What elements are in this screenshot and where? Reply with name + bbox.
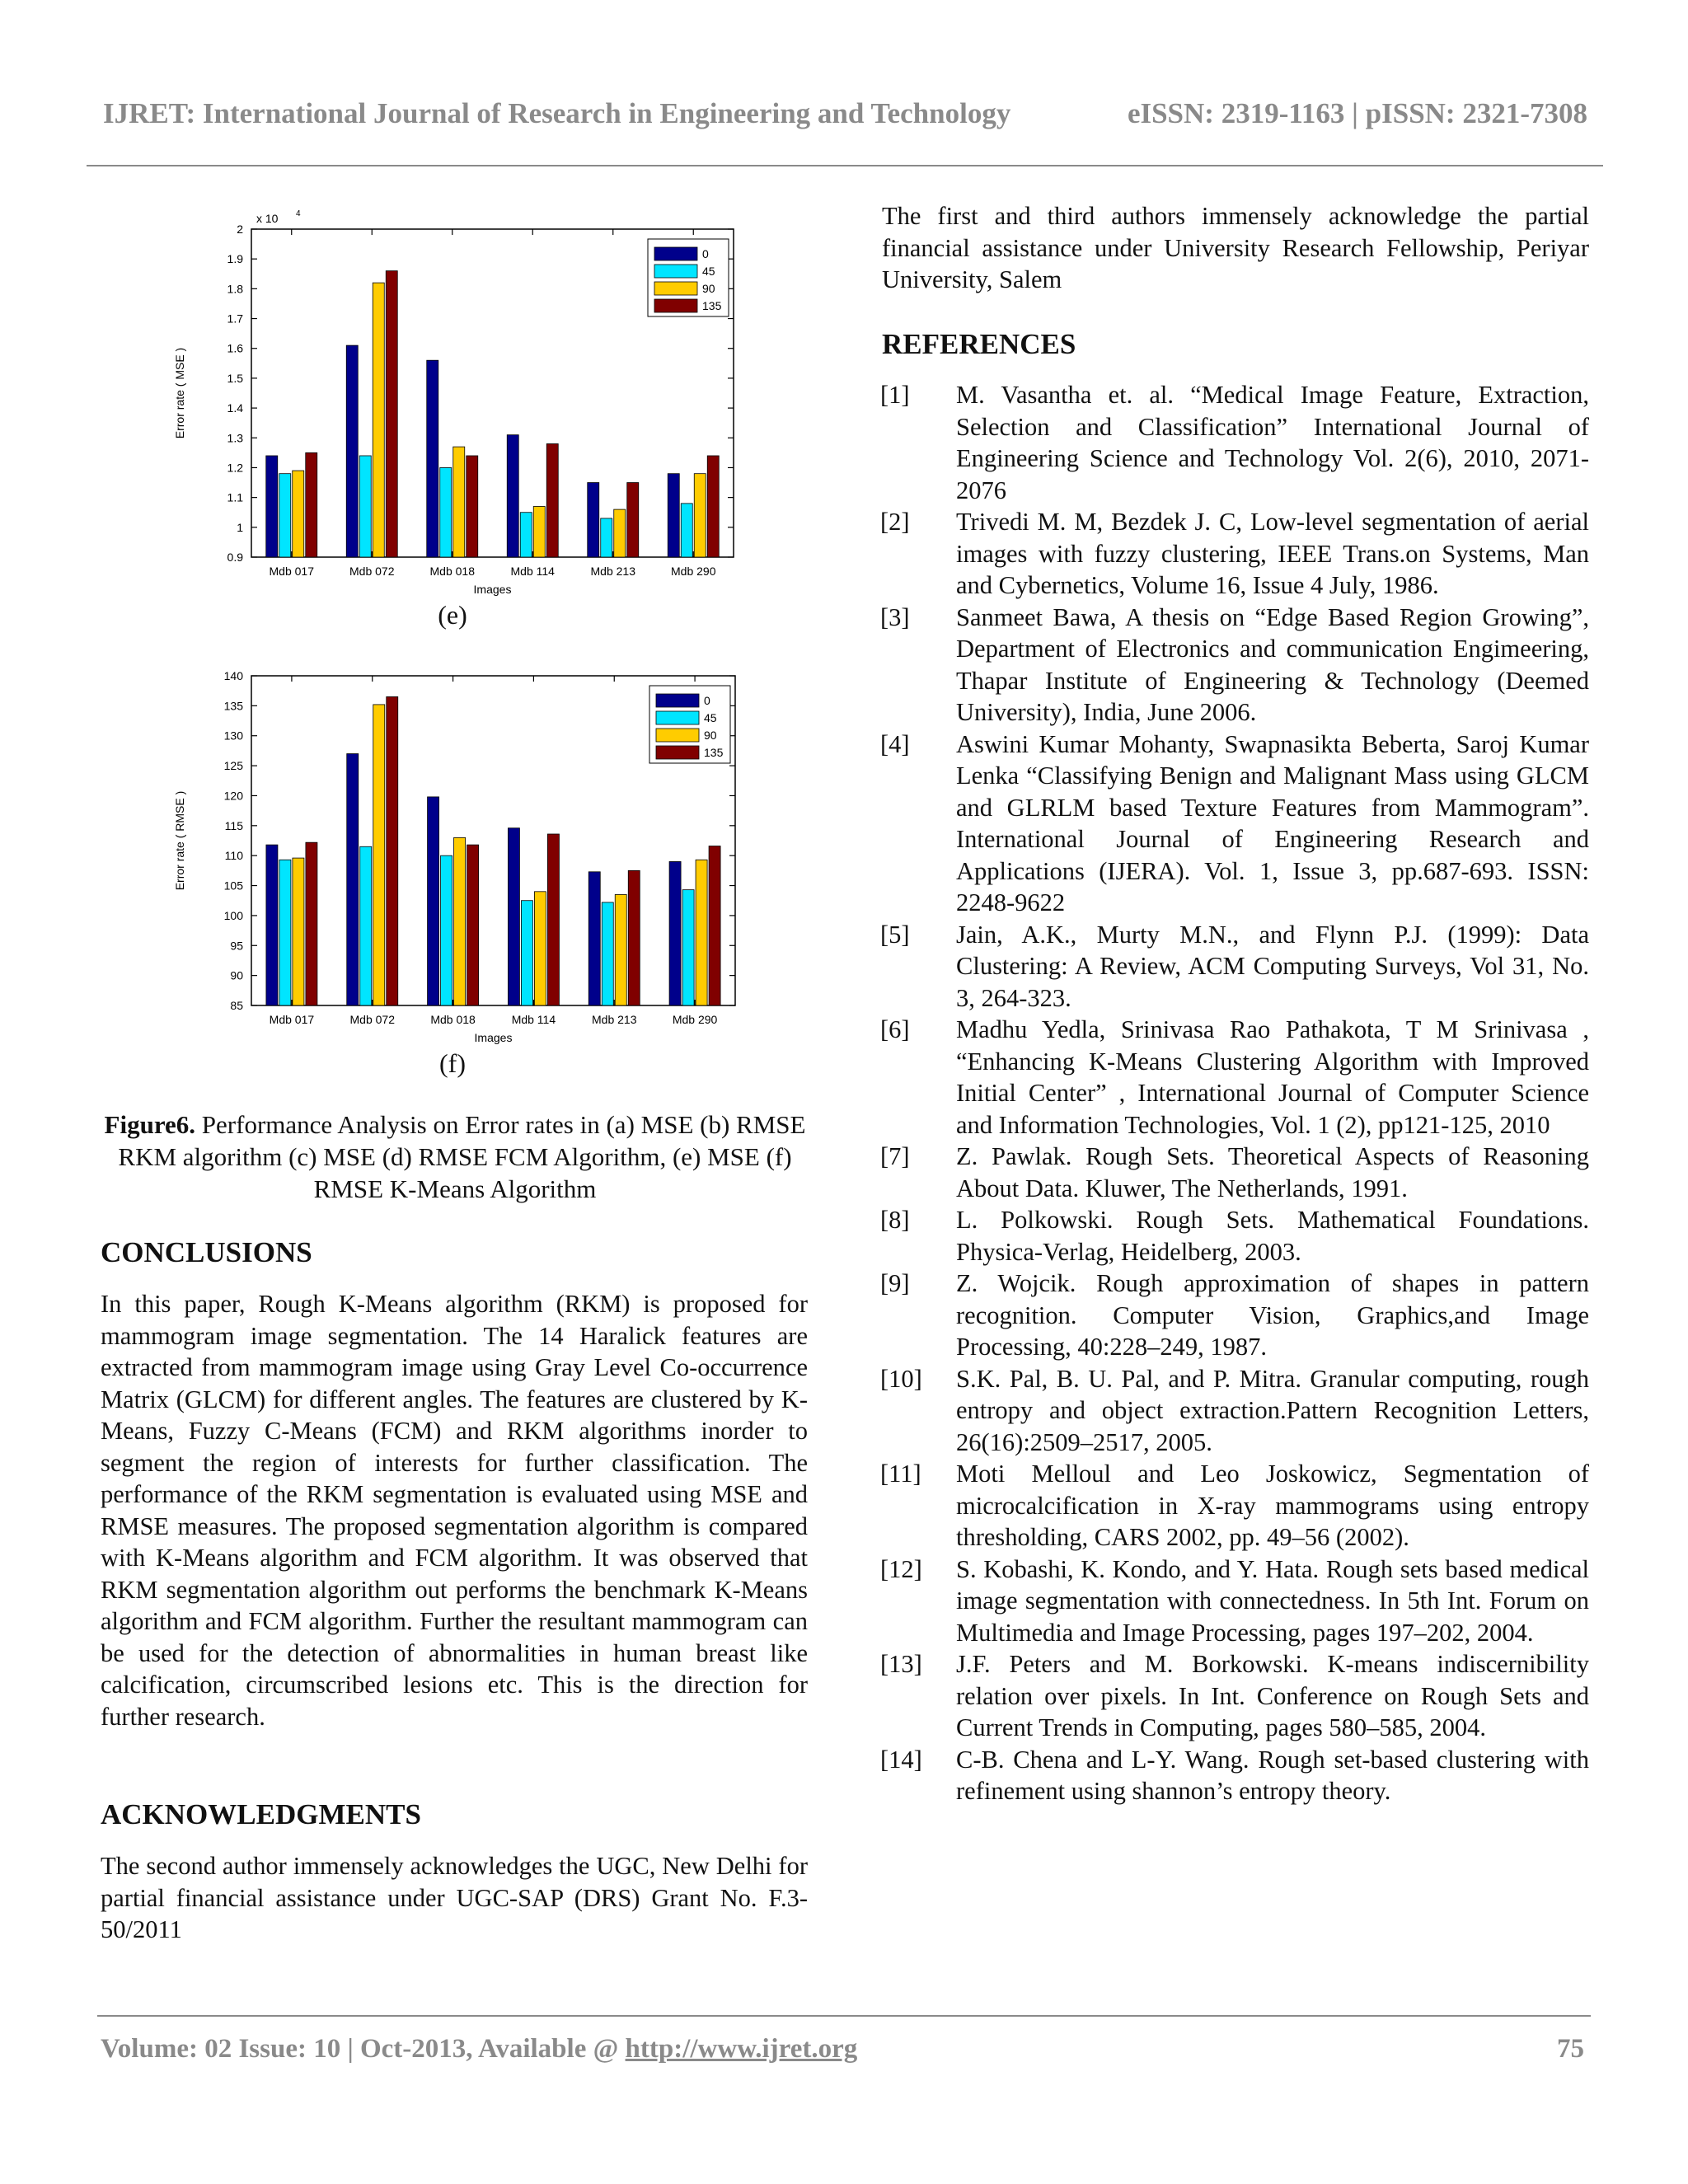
bar-0-mdb-072: [346, 345, 358, 557]
x-tick-label: Mdb 072: [349, 1013, 395, 1026]
y-tick-label: 90: [230, 968, 243, 982]
legend-swatch-45: [656, 711, 699, 724]
x-tick-label: Mdb 213: [592, 1013, 637, 1026]
reference-number: [11]: [880, 1460, 921, 1488]
chart-f-rmse: [161, 666, 754, 1045]
journal-issn: eISSN: 2319-1163 | pISSN: 2321-7308: [1127, 97, 1587, 129]
footer-url-link[interactable]: http://www.ijret.org: [625, 2034, 858, 2064]
chart-f-label: (f): [439, 1048, 466, 1078]
bar-45-mdb-114: [521, 901, 532, 1005]
bar-135-mdb-290: [707, 456, 719, 557]
axis-exponent: x 10: [256, 212, 279, 225]
bar-90-mdb-017: [293, 471, 304, 557]
x-tick-label: Mdb 017: [269, 1013, 315, 1026]
reference-text: M. Vasantha et. al. “Medical Image Feature, Extraction, Selection and Classification” International Journal of Engineering Science and Technology Vol. 2(6), 2010, 2071-2076: [956, 381, 1589, 504]
y-tick-label: 1.4: [227, 401, 243, 415]
bar-90-mdb-018: [453, 447, 465, 557]
y-axis-label: Error rate ( MSE ): [173, 347, 186, 439]
y-tick-label: 1.7: [227, 312, 243, 326]
legend-swatch-0: [654, 247, 697, 260]
bar-90-mdb-018: [454, 837, 466, 1005]
y-tick-label: 2: [237, 223, 243, 236]
bar-45-mdb-072: [360, 846, 372, 1005]
reference-item: [880, 506, 1589, 602]
reference-text: C-B. Chena and L-Y. Wang. Rough set-based clustering with refinement using shannon’s entropy theory.: [956, 1745, 1589, 1805]
reference-item: [880, 1363, 1589, 1459]
x-axis-label: Images: [474, 1031, 513, 1044]
reference-text: S. Kobashi, K. Kondo, and Y. Hata. Rough sets based medical image segmentation with connectedness. In 5th Int. Forum on Multimedia and Image Processing, pages 197–202, 2004.: [956, 1554, 1589, 1647]
reference-text: Aswini Kumar Mohanty, Swapnasikta Beberta, Saroj Kumar Lenka “Classifying Benign and Malignant Mass using GLCM and GLRLM based Texture Features from Mammogram”. International Journal of Engineering Research and Applications (IJERA). Vol. 1, Issue 3, pp.687-693. ISSN: 2248-9622: [956, 729, 1589, 916]
y-tick-label: 130: [223, 729, 243, 743]
y-axis-label: Error rate ( RMSE ): [173, 790, 186, 891]
bar-90-mdb-114: [534, 892, 546, 1005]
reference-item: [880, 919, 1589, 1015]
bar-0-mdb-018: [427, 360, 438, 557]
reference-number: [3]: [880, 602, 910, 631]
bar-0-mdb-290: [668, 474, 679, 557]
reference-item: [880, 1554, 1589, 1649]
reference-item: [880, 1744, 1589, 1807]
x-tick-label: Mdb 213: [590, 565, 635, 578]
page-footer: [101, 2034, 1584, 2064]
reference-item: [880, 1268, 1589, 1363]
reference-text: Jain, A.K., Murty M.N., and Flynn P.J. (1999): Data Clustering: A Review, ACM Computing Surveys, Vol 31, No. 3, 264-323.: [956, 920, 1589, 1012]
bar-45-mdb-018: [440, 467, 452, 557]
bar-135-mdb-114: [546, 444, 558, 557]
reference-number: [13]: [880, 1650, 922, 1678]
x-tick-label: Mdb 114: [511, 1013, 556, 1026]
bar-90-mdb-213: [614, 509, 626, 557]
bar-135-mdb-018: [467, 845, 479, 1005]
reference-number: [10]: [880, 1364, 922, 1393]
legend-label-45: 45: [702, 265, 715, 278]
acknowledgments-text-2: The first and third authors immensely acknowledge the partial financial assistance under University Research Fellowship, Periyar University, Salem: [882, 202, 1589, 293]
conclusions-heading: CONCLUSIONS: [101, 1236, 312, 1268]
reference-text: L. Polkowski. Rough Sets. Mathematical Foundations. Physica-Verlag, Heidelberg, 2003.: [956, 1206, 1589, 1266]
reference-number: [8]: [880, 1206, 910, 1234]
reference-text: Z. Wojcik. Rough approximation of shapes in pattern recognition. Computer Vision, Graphics,and Image Processing, 40:228–249, 1987.: [956, 1269, 1589, 1361]
bar-0-mdb-017: [266, 845, 278, 1005]
legend-label-90: 90: [702, 282, 715, 295]
x-axis-label: Images: [473, 583, 512, 596]
bar-90-mdb-213: [615, 894, 626, 1005]
reference-text: Sanmeet Bawa, A thesis on “Edge Based Region Growing”, Department of Electronics and communication Engimeering, Thapar Institute of Engineering & Technology (Deemed University), India, June 2006.: [956, 602, 1589, 726]
y-tick-label: 1.5: [227, 371, 243, 385]
reference-item: [880, 729, 1589, 919]
figure-caption: [101, 1108, 809, 1205]
bar-0-mdb-072: [347, 754, 359, 1005]
reference-item: [880, 1458, 1589, 1554]
y-tick-label: 1.8: [227, 282, 243, 296]
y-tick-label: 0.9: [227, 551, 243, 564]
legend-label-0: 0: [704, 694, 710, 707]
bar-0-mdb-017: [266, 456, 278, 557]
chart-f-svg: [161, 666, 754, 1045]
reference-number: [5]: [880, 920, 910, 949]
y-tick-label: 95: [230, 939, 243, 953]
bar-135-mdb-017: [306, 452, 317, 557]
bar-135-mdb-072: [386, 271, 397, 557]
reference-number: [9]: [880, 1269, 910, 1297]
x-tick-label: Mdb 072: [349, 565, 395, 578]
reference-list: [880, 379, 1589, 1807]
chart-e-svg: [161, 202, 754, 598]
reference-number: [2]: [880, 508, 910, 536]
y-tick-label: 140: [223, 669, 243, 682]
reference-item: [880, 602, 1589, 729]
acknowledgments-text-1: The second author immensely acknowledges the UGC, New Delhi for partial financial assistance under UGC-SAP (DRS) Grant No. F.3-50/2011: [101, 1852, 808, 1943]
references-heading: REFERENCES: [882, 328, 1076, 360]
y-tick-label: 1.1: [227, 490, 243, 504]
chart-e-mse: [161, 202, 754, 598]
y-tick-label: 100: [223, 908, 243, 922]
legend-swatch-90: [656, 729, 699, 742]
bar-0-mdb-213: [588, 872, 600, 1005]
bar-45-mdb-290: [682, 890, 694, 1005]
bar-90-mdb-072: [373, 705, 385, 1005]
legend-label-0: 0: [702, 247, 709, 260]
bar-135-mdb-017: [306, 842, 317, 1005]
x-tick-label: Mdb 018: [429, 565, 475, 578]
legend-label-90: 90: [704, 729, 717, 742]
acknowledgments-heading: ACKNOWLEDGMENTS: [101, 1798, 421, 1830]
bar-90-mdb-017: [293, 858, 304, 1005]
y-tick-label: 1.3: [227, 431, 243, 445]
reference-number: [14]: [880, 1745, 922, 1774]
legend-swatch-0: [656, 694, 699, 707]
y-tick-label: 115: [224, 818, 243, 832]
reference-item: [880, 1014, 1589, 1141]
reference-text: Trivedi M. M, Bezdek J. C, Low-level segmentation of aerial images with fuzzy clustering, IEEE Trans.on Systems, Man and Cybernetics, Volume 16, Issue 4 July, 1986.: [956, 508, 1589, 599]
reference-number: [4]: [880, 729, 910, 758]
y-tick-label: 135: [223, 699, 243, 713]
reference-text: Moti Melloul and Leo Joskowicz, Segmentation of microcalcification in X-ray mammograms using entropy thresholding, CARS 2002, pp. 49–56 (2002).: [956, 1460, 1589, 1551]
y-tick-label: 1.9: [227, 252, 243, 266]
journal-title: IJRET: International Journal of Research in Engineering and Technology: [103, 97, 1011, 129]
reference-item: [880, 1648, 1589, 1744]
y-tick-label: 110: [224, 849, 243, 863]
x-tick-label: Mdb 017: [269, 565, 314, 578]
y-tick-label: 1.6: [227, 341, 243, 355]
x-tick-label: Mdb 114: [510, 565, 555, 578]
footer-rule: [97, 2015, 1591, 2017]
legend-swatch-45: [654, 265, 697, 278]
reference-text: S.K. Pal, B. U. Pal, and P. Mitra. Granular computing, rough entropy and object extraction.Pattern Recognition Letters, 26(16):2509–2517, 2005.: [956, 1364, 1589, 1456]
reference-number: [1]: [880, 381, 910, 409]
bar-135-mdb-018: [467, 456, 478, 557]
y-tick-label: 125: [223, 759, 243, 773]
reference-number: [6]: [880, 1015, 910, 1043]
x-tick-label: Mdb 018: [430, 1013, 476, 1026]
y-tick-label: 120: [223, 789, 243, 803]
footer-volume: Volume: 02 Issue: 10 | Oct-2013, Available @: [101, 2034, 626, 2064]
bar-45-mdb-213: [602, 902, 613, 1005]
y-tick-label: 85: [230, 999, 243, 1012]
legend-label-135: 135: [704, 746, 724, 759]
bar-0-mdb-018: [428, 797, 439, 1005]
x-tick-label: Mdb 290: [672, 1013, 718, 1026]
bar-90-mdb-114: [533, 506, 545, 557]
axis-exponent-power: 4: [296, 209, 301, 218]
bar-135-mdb-213: [628, 870, 640, 1005]
bar-135-mdb-290: [709, 846, 720, 1005]
reference-number: [12]: [880, 1554, 922, 1583]
legend-label-45: 45: [704, 711, 717, 724]
figure-caption-text: Performance Analysis on Error rates in (a) MSE (b) RMSE RKM algorithm (c) MSE (d) RMSE FCM Algorithm, (e) MSE (f) RMSE K-Means Algorithm: [118, 1110, 806, 1203]
bar-90-mdb-290: [696, 860, 707, 1005]
bar-0-mdb-290: [669, 861, 681, 1005]
y-tick-label: 1.2: [227, 461, 243, 475]
bar-45-mdb-290: [681, 504, 692, 557]
reference-item: [880, 1204, 1589, 1268]
figure-caption-label: Figure6.: [104, 1110, 196, 1139]
bar-45-mdb-017: [279, 474, 291, 557]
reference-item: [880, 1141, 1589, 1204]
bar-135-mdb-072: [387, 696, 398, 1005]
page-number: 75: [1557, 2034, 1584, 2064]
bar-0-mdb-114: [507, 435, 518, 557]
bar-45-mdb-072: [359, 456, 371, 557]
reference-item: [880, 379, 1589, 506]
bar-90-mdb-072: [373, 283, 384, 557]
legend-swatch-135: [654, 299, 697, 312]
bar-135-mdb-114: [547, 834, 559, 1005]
bar-90-mdb-290: [694, 474, 706, 557]
reference-text: Z. Pawlak. Rough Sets. Theoretical Aspects of Reasoning About Data. Kluwer, The Netherlands, 1991.: [956, 1142, 1589, 1202]
reference-text: Madhu Yedla, Srinivasa Rao Pathakota, T M Srinivasa , “Enhancing K-Means Clustering Algorithm with Improved Initial Center” , International Journal of Computer Science and Information Technologies, Vol. 1 (2), pp121-125, 2010: [956, 1015, 1589, 1139]
bar-0-mdb-213: [588, 483, 599, 557]
bar-0-mdb-114: [508, 828, 519, 1005]
x-tick-label: Mdb 290: [671, 565, 716, 578]
header-rule: [87, 165, 1603, 166]
legend-swatch-135: [656, 746, 699, 759]
conclusions-text: In this paper, Rough K-Means algorithm (RKM) is proposed for mammogram image segmentation. The 14 Haralick features are extracted from mammogram image using Gray Level Co-occurrence Matrix (GLCM) for different angles. The features are clustered by K-Means, Fuzzy C-Means (FCM) and RKM algorithms inorder to segment the region of interests for further classification. The performance of the RKM segmentation is evaluated using MSE and RMSE measures. The proposed segmentation algorithm is compared with K-Means algorithm and FCM algorithm. It was observed that RKM segmentation algorithm out performs the benchmark K-Means algorithm and FCM algorithm. Further the resultant mammogram can be used for the detection of abnormalities in human breast like calcification, circumscribed lesions etc. This is the direction for further research.: [101, 1290, 808, 1731]
chart-e-label: (e): [438, 600, 467, 630]
bar-45-mdb-017: [279, 860, 291, 1005]
bar-45-mdb-018: [441, 855, 452, 1005]
reference-number: [7]: [880, 1142, 910, 1170]
reference-text: J.F. Peters and M. Borkowski. K-means indiscernibility relation over pixels. In Int. Conference on Rough Sets and Current Trends in Computing, pages 580–585, 2004.: [956, 1650, 1589, 1741]
legend-swatch-90: [654, 282, 697, 295]
bar-135-mdb-213: [627, 483, 639, 557]
y-tick-label: 1: [237, 520, 243, 534]
legend-label-135: 135: [702, 299, 722, 312]
bar-45-mdb-213: [601, 518, 612, 557]
y-tick-label: 105: [223, 879, 243, 893]
bar-45-mdb-114: [520, 513, 532, 557]
